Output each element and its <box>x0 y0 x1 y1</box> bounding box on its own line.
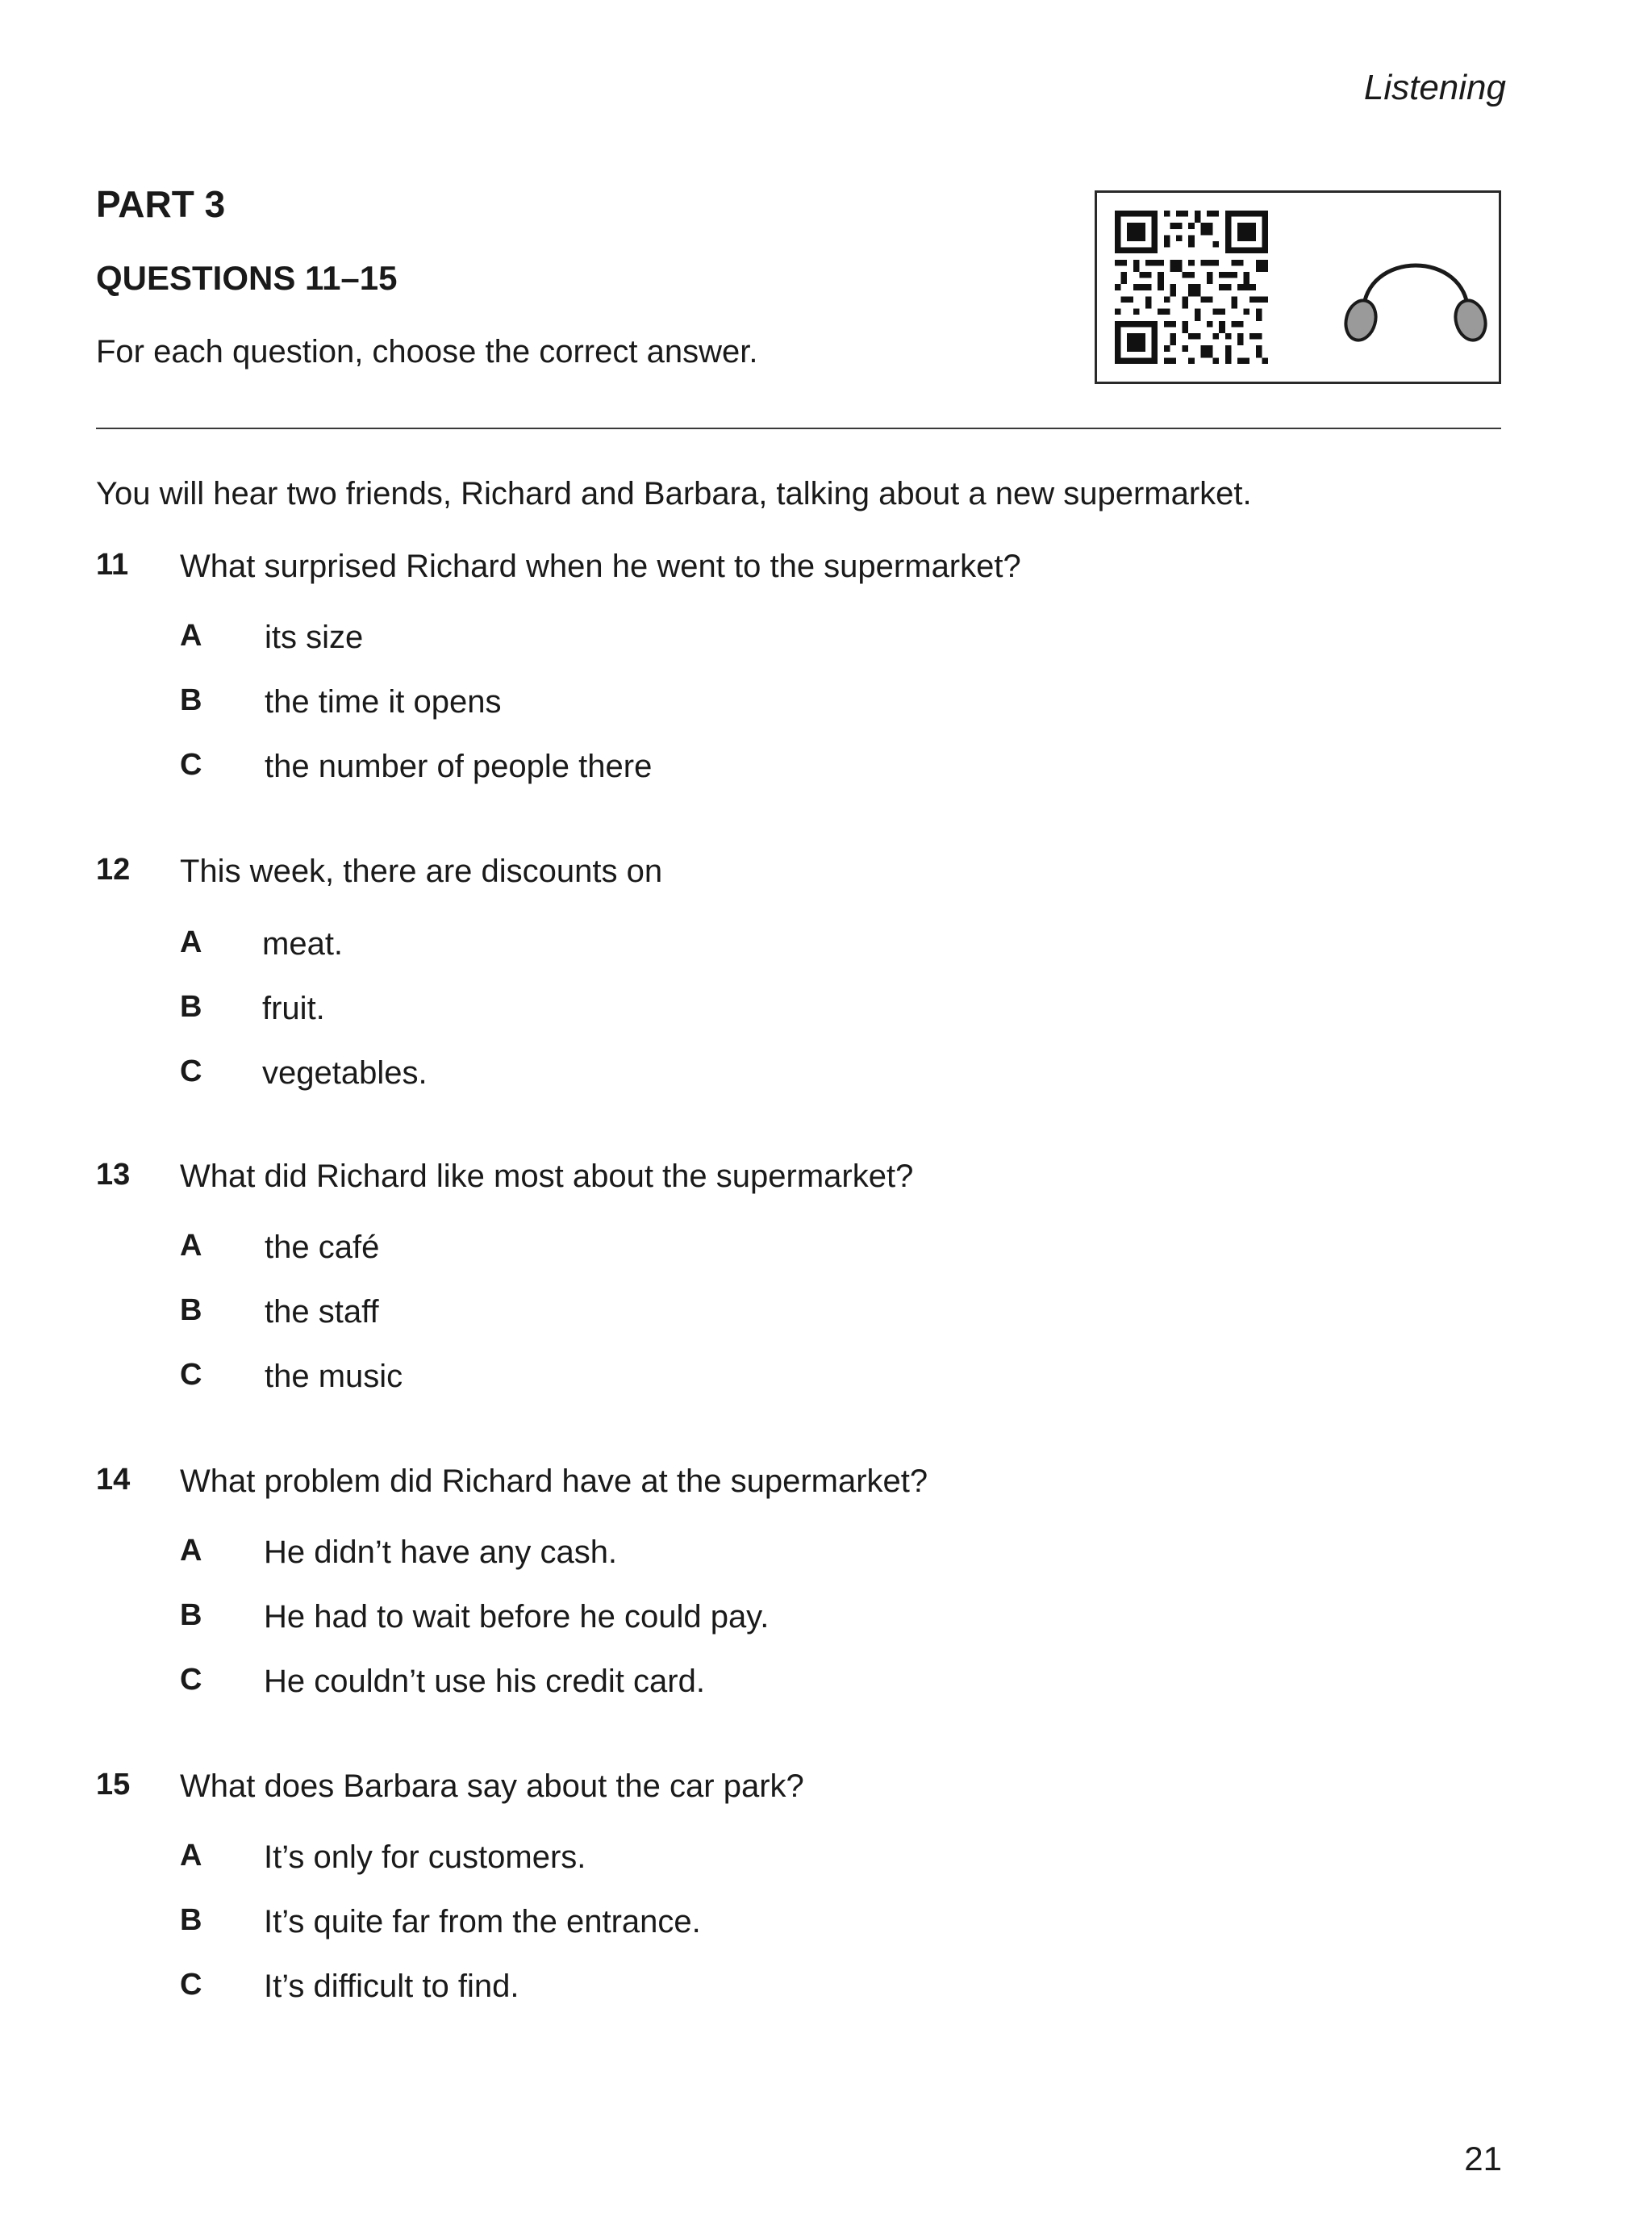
option-letter: C <box>180 1358 202 1392</box>
question-number: 11 <box>96 548 129 582</box>
option-12-b[interactable] <box>180 989 1309 1029</box>
option-11-b[interactable] <box>180 683 1309 723</box>
option-text: the music <box>265 1359 403 1394</box>
option-letter: A <box>180 1229 202 1263</box>
option-letter: C <box>180 748 202 782</box>
option-letter: A <box>180 619 202 653</box>
question-number: 14 <box>96 1463 131 1497</box>
option-text: fruit. <box>262 991 325 1026</box>
option-letter: B <box>180 1903 202 1937</box>
page-number: 21 <box>1464 2140 1502 2177</box>
option-text: vegetables. <box>262 1055 428 1091</box>
option-14-b[interactable] <box>180 1597 1309 1638</box>
question-text: What surprised Richard when he went to the supermarket? <box>180 549 1021 584</box>
question-text: What does Barbara say about the car park? <box>180 1768 804 1804</box>
option-letter: A <box>180 1839 202 1873</box>
headphones-icon <box>1339 225 1492 354</box>
option-14-a[interactable] <box>180 1533 1309 1573</box>
option-15-b[interactable] <box>180 1902 1309 1943</box>
part-title: PART 3 <box>96 183 226 225</box>
question-number: 13 <box>96 1158 131 1192</box>
option-letter: B <box>180 990 202 1024</box>
option-13-b[interactable] <box>180 1292 1309 1333</box>
option-text: It’s difficult to find. <box>264 1969 519 2004</box>
option-letter: C <box>180 1968 202 2002</box>
option-letter: B <box>180 1598 202 1632</box>
option-15-a[interactable] <box>180 1838 1309 1878</box>
option-11-c[interactable] <box>180 747 1309 787</box>
option-text: the staff <box>265 1294 379 1330</box>
option-text: He had to wait before he could pay. <box>264 1599 770 1635</box>
context-text: You will hear two friends, Richard and Barbara, talking about a new supermarket. <box>96 476 1252 511</box>
question-number: 15 <box>96 1768 131 1802</box>
option-text: its size <box>265 620 364 655</box>
option-text: meat. <box>262 926 344 962</box>
instruction-text: For each question, choose the correct answer. <box>96 334 758 370</box>
qr-code-icon[interactable] <box>1115 211 1268 364</box>
option-14-c[interactable] <box>180 1662 1309 1702</box>
option-letter: A <box>180 925 202 959</box>
option-text: It’s quite far from the entrance. <box>264 1904 701 1939</box>
question-text: What did Richard like most about the supermarket? <box>180 1159 914 1194</box>
questions-range: QUESTIONS 11–15 <box>96 259 398 297</box>
section-label: Listening <box>1363 68 1506 107</box>
option-letter: C <box>180 1663 202 1697</box>
audio-box[interactable] <box>1095 190 1501 384</box>
option-text: It’s only for customers. <box>264 1839 586 1875</box>
option-12-a[interactable] <box>180 925 1309 965</box>
option-11-a[interactable] <box>180 618 1309 658</box>
option-letter: C <box>180 1054 202 1088</box>
option-13-a[interactable] <box>180 1228 1309 1268</box>
section-divider <box>96 428 1501 429</box>
option-text: the time it opens <box>265 684 502 720</box>
option-text: the number of people there <box>265 749 653 784</box>
option-15-c[interactable] <box>180 1967 1309 2007</box>
option-13-c[interactable] <box>180 1357 1309 1397</box>
question-text: This week, there are discounts on <box>180 854 663 889</box>
option-letter: B <box>180 1293 202 1327</box>
question-text: What problem did Richard have at the supermarket? <box>180 1463 928 1499</box>
question-number: 12 <box>96 853 131 887</box>
option-text: the café <box>265 1230 380 1265</box>
option-letter: B <box>180 683 202 717</box>
option-text: He couldn’t use his credit card. <box>264 1664 705 1699</box>
option-letter: A <box>180 1534 202 1568</box>
option-text: He didn’t have any cash. <box>264 1534 618 1570</box>
option-12-c[interactable] <box>180 1054 1309 1094</box>
